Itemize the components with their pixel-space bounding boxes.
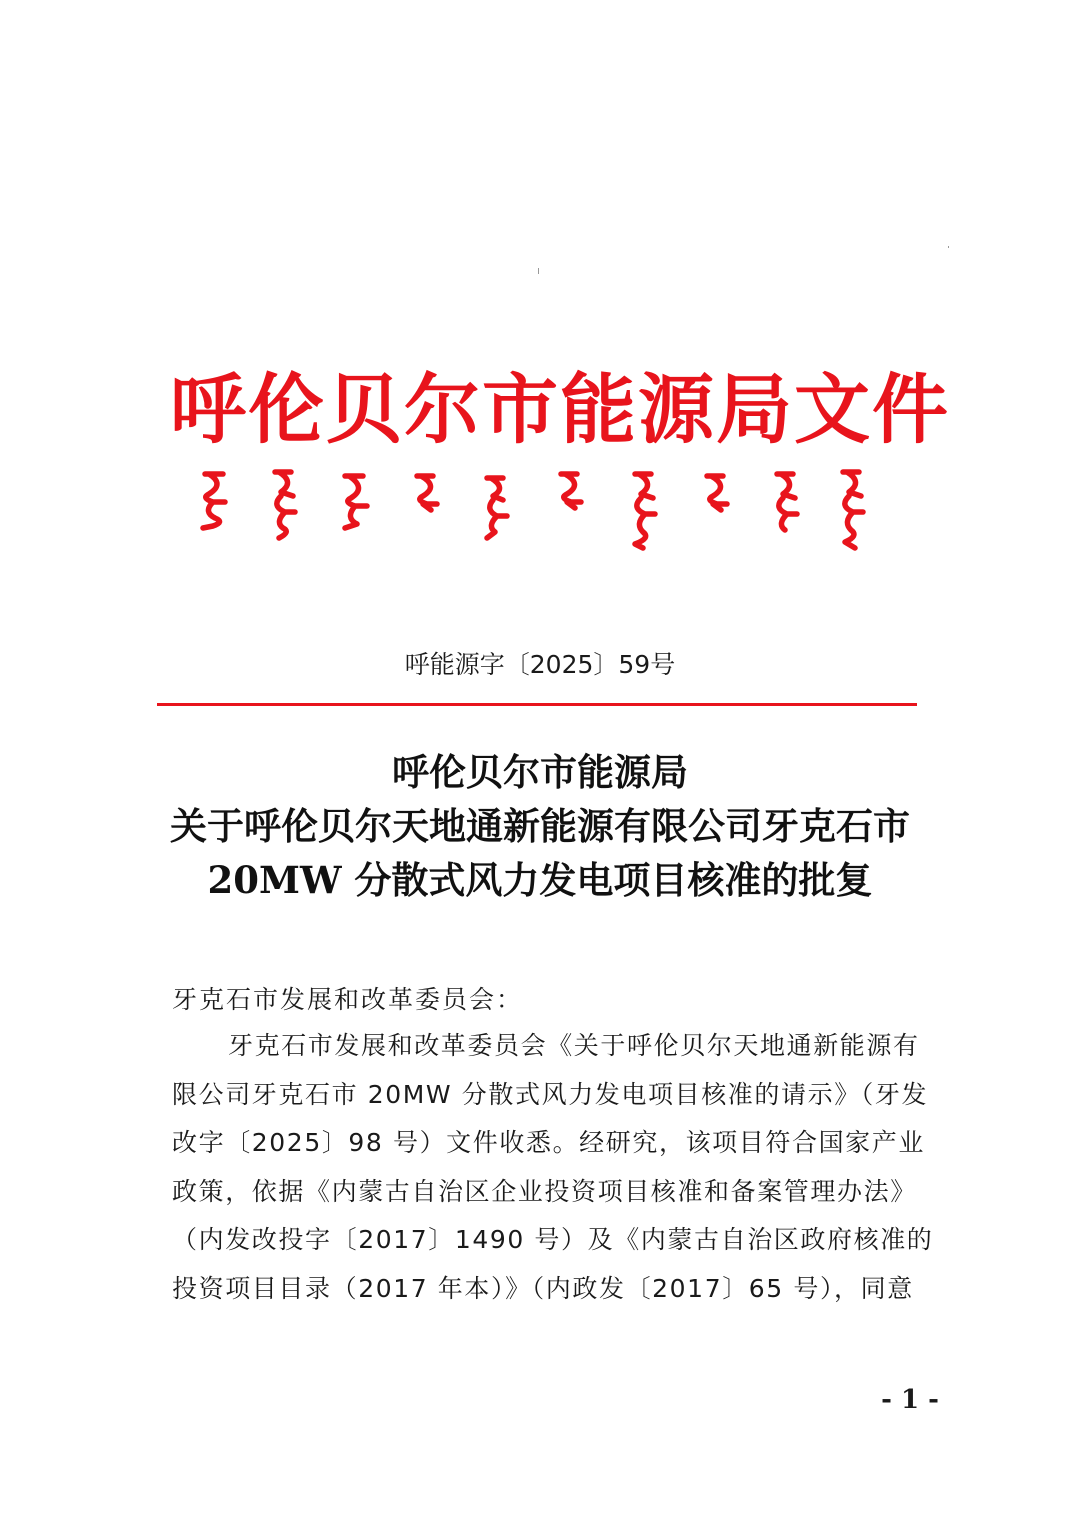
body-line: 投资项目目录（2017 年本）》（内政发〔2017〕65 号），同意 — [172, 1273, 914, 1303]
document-number: 呼能源字〔2025〕59号 — [404, 650, 676, 679]
document-title — [100, 745, 980, 907]
salutation: 牙克石市发展和改革委员会： — [172, 985, 524, 1014]
scan-speck — [538, 268, 539, 274]
body-line: 改字〔2025〕98 号）文件收悉。经研究，该项目符合国家产业 — [172, 1128, 925, 1157]
body-paragraph — [172, 1022, 942, 1313]
page-number: - 1 - — [881, 1385, 939, 1415]
body-line: 限公司牙克石市 20MW 分散式风力发电项目核准的请示》（牙发 — [172, 1079, 929, 1109]
scan-speck — [948, 246, 949, 248]
body-line: 政策，依据《内蒙古自治区企业投资项目核准和备案管理办法》 — [172, 1176, 917, 1206]
body-line: （内发改投字〔2017〕1490 号）及《内蒙古自治区政府核准的 — [172, 1225, 934, 1254]
title-line-2: 关于呼伦贝尔天地通新能源有限公司牙克石市 — [170, 804, 910, 848]
masthead-title: 呼伦贝尔市能源局文件 — [170, 365, 950, 454]
title-line-1: 呼伦贝尔市能源局 — [392, 750, 688, 794]
red-divider-line — [157, 703, 917, 706]
body-line: 牙克石市发展和改革委员会《关于呼伦贝尔天地通新能源有 — [228, 1031, 920, 1060]
mongolian-script-masthead — [195, 466, 885, 552]
title-line-3: 20MW 分散式风力发电项目核准的批复 — [207, 858, 873, 902]
